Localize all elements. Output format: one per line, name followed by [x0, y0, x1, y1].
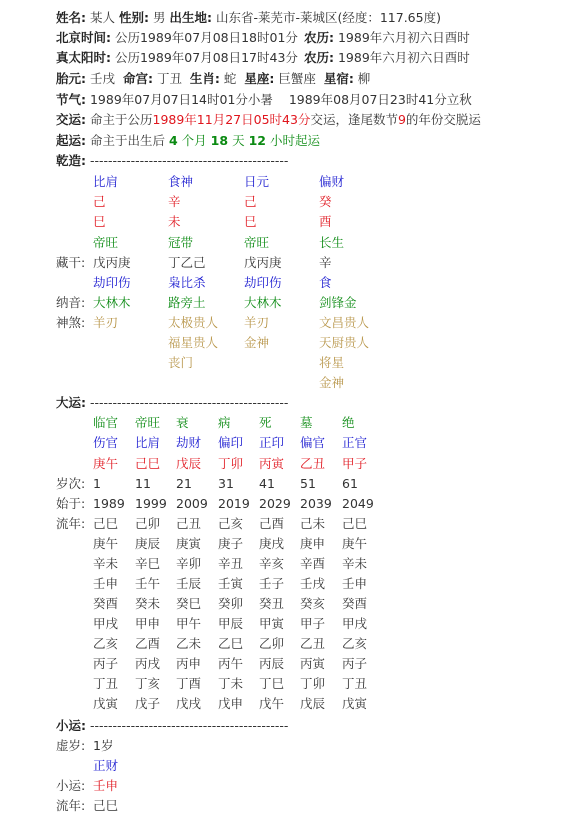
- pillar-gan: 己: [93, 194, 106, 209]
- liunian-cell: 甲戌: [93, 616, 119, 631]
- solar-value: 公历1989年07月08日17时43分: [114, 50, 298, 65]
- liunian-cell: 庚申: [300, 536, 326, 551]
- dayun-shishen: 正印: [259, 435, 285, 450]
- dayun-shishen: 伤官: [93, 435, 119, 450]
- xingxiu-value: 柳: [357, 71, 371, 86]
- liunian-cell: 壬辰: [176, 576, 202, 591]
- pillar-nayin: 路旁土: [168, 295, 206, 310]
- liunian-cell: 丁巳: [259, 676, 285, 691]
- xingzuo-label: 星座:: [244, 71, 275, 86]
- liunian-cell: 己丑: [176, 516, 202, 531]
- liunian-cell: 庚寅: [176, 536, 202, 551]
- liunian-cell: 庚辰: [135, 536, 161, 551]
- lunar-value-2: 1989年六月初六日酉时: [337, 50, 470, 65]
- pillar-zhi: 巳: [93, 214, 106, 229]
- liunian-cell: 丁丑: [93, 676, 119, 691]
- qiyun-day: 18: [210, 133, 229, 148]
- dayun-ganzhi: 戊辰: [176, 456, 202, 471]
- dayun-ganzhi: 庚午: [93, 456, 119, 471]
- row-name: [56, 8, 441, 28]
- liunian-cell: 戊戌: [176, 696, 202, 711]
- dayun-changsheng: 死: [259, 415, 272, 430]
- lunar-label-1: 农历:: [304, 30, 334, 45]
- liunian-cell: 己巳: [93, 516, 119, 531]
- dayun-ganzhi: 己巳: [135, 456, 161, 471]
- shengxiao-label: 生肖:: [189, 71, 220, 86]
- pillar-changsheng: 帝旺: [244, 235, 270, 250]
- dayun-suici: 1: [93, 476, 101, 491]
- liunian-cell: 癸未: [135, 596, 161, 611]
- liunian-cell: 癸卯: [218, 596, 244, 611]
- name-value: 某人: [89, 10, 115, 25]
- qiyun-label: 起运:: [56, 133, 86, 148]
- pillar-canggan: 戊丙庚: [93, 255, 131, 270]
- qiyun-pre: 命主于出生后: [89, 133, 165, 148]
- qiyun-month-unit: 个月: [181, 133, 207, 148]
- pillar-nayin: 大林木: [93, 295, 131, 310]
- liunian-cell: 甲戌: [342, 616, 368, 631]
- shensha-item: 将星: [319, 355, 345, 370]
- pillar-gan: 辛: [168, 194, 181, 209]
- shiyu-label: 始于:: [56, 496, 86, 511]
- qiyun-month: 4: [168, 133, 178, 148]
- nayin-label: 纳音:: [56, 295, 86, 310]
- liunian-cell: 己酉: [259, 516, 285, 531]
- gender-value: 男: [152, 10, 166, 25]
- xiaoyun-shishen: 正财: [93, 758, 119, 773]
- dayun-changsheng: 绝: [342, 415, 355, 430]
- dayun-shishen: 比肩: [135, 435, 161, 450]
- shensha-item: 天厨贵人: [319, 335, 370, 350]
- xusui-value: 1岁: [93, 738, 114, 753]
- liunian-cell: 戊午: [259, 696, 285, 711]
- liunian-cell: 丁酉: [176, 676, 202, 691]
- dayun-label: 大运:: [56, 395, 86, 410]
- liunian-cell: 辛未: [93, 556, 119, 571]
- liunian-cell: 甲子: [300, 616, 326, 631]
- liunian-cell: 丙戌: [135, 656, 161, 671]
- liunian-cell: 乙丑: [300, 636, 326, 651]
- dayun-changsheng: 临官: [93, 415, 119, 430]
- liunian-cell: 乙亥: [93, 636, 119, 651]
- liunian-cell: 辛亥: [259, 556, 285, 571]
- jiaoyun-post: 的年份交脱运: [405, 112, 481, 127]
- liunian-cell: 壬午: [135, 576, 161, 591]
- liunian-cell: 戊寅: [93, 696, 119, 711]
- dayun-shiyu: 2029: [259, 496, 291, 511]
- liunian-label: 流年:: [56, 516, 86, 531]
- liunian-cell: 乙巳: [218, 636, 244, 651]
- pillar-zhi: 巳: [244, 214, 257, 229]
- dayun-shishen: 劫财: [176, 435, 202, 450]
- shensha-label: 神煞:: [56, 315, 86, 330]
- liunian-cell: 癸丑: [259, 596, 285, 611]
- liunian-cell: 己巳: [342, 516, 368, 531]
- dayun-ganzhi: 丁卯: [218, 456, 244, 471]
- dayun-suici: 21: [176, 476, 192, 491]
- liunian-cell: 乙亥: [342, 636, 368, 651]
- gender-label: 性别:: [118, 10, 149, 25]
- canggan-label: 藏干:: [56, 255, 86, 270]
- qianzao-divider: --------------------------------------------: [89, 153, 289, 168]
- dayun-suici: 61: [342, 476, 358, 491]
- name-label: 姓名:: [56, 10, 86, 25]
- shensha-item: 文昌贵人: [319, 315, 370, 330]
- liunian-cell: 乙卯: [259, 636, 285, 651]
- liunian-cell: 壬戌: [300, 576, 326, 591]
- liunian-cell: 辛卯: [176, 556, 202, 571]
- dayun-changsheng: 病: [218, 415, 231, 430]
- liunian-cell: 戊申: [218, 696, 244, 711]
- xusui-label: 虚岁:: [56, 738, 86, 753]
- row-taiyuan: [56, 69, 370, 89]
- liunian-cell: 甲辰: [218, 616, 244, 631]
- dayun-suici: 31: [218, 476, 234, 491]
- liunian-cell: 丙寅: [300, 656, 326, 671]
- xingxiu-label: 星宿:: [323, 71, 354, 86]
- liunian-cell: 甲寅: [259, 616, 285, 631]
- liunian-cell: 庚午: [342, 536, 368, 551]
- liunian-cell: 丙辰: [259, 656, 285, 671]
- beijing-label: 北京时间:: [56, 30, 111, 45]
- liunian-cell: 丙子: [93, 656, 119, 671]
- pillar-zhi: 未: [168, 214, 181, 229]
- liunian-cell: 己亥: [218, 516, 244, 531]
- liunian-cell: 庚午: [93, 536, 119, 551]
- liunian-cell: 甲申: [135, 616, 161, 631]
- dayun-shishen: 偏官: [300, 435, 326, 450]
- liunian-cell: 乙未: [176, 636, 202, 651]
- liunian-cell: 丁丑: [342, 676, 368, 691]
- jiaoyun-date: 1989年11月27日05时43分: [152, 112, 311, 127]
- qiyun-day-unit: 天: [232, 133, 245, 148]
- dayun-shiyu: 2009: [176, 496, 208, 511]
- dayun-suici: 51: [300, 476, 316, 491]
- dayun-shiyu: 1999: [135, 496, 167, 511]
- liunian-cell: 丁卯: [300, 676, 326, 691]
- pillar-shishen: 偏财: [319, 174, 345, 189]
- xiaoyun-liunian-label: 流年:: [56, 798, 86, 813]
- birthplace-label: 出生地:: [169, 10, 212, 25]
- pillar-nayin: 大林木: [244, 295, 282, 310]
- birthplace-value: 山东省-莱芜市-莱城区(经度：117.65度): [215, 10, 441, 25]
- liunian-cell: 戊子: [135, 696, 161, 711]
- shengxiao-value: 蛇: [223, 71, 237, 86]
- pillar-gan: 己: [244, 194, 257, 209]
- solar-label: 真太阳时:: [56, 50, 111, 65]
- liunian-cell: 癸酉: [342, 596, 368, 611]
- liunian-cell: 辛丑: [218, 556, 244, 571]
- dayun-shiyu: 2019: [218, 496, 250, 511]
- minggong-value: 丁丑: [156, 71, 182, 86]
- liunian-cell: 癸亥: [300, 596, 326, 611]
- pillar-canggan: 丁乙己: [168, 255, 206, 270]
- liunian-cell: 壬申: [342, 576, 368, 591]
- lunar-value-1: 1989年六月初六日酉时: [337, 30, 470, 45]
- liunian-cell: 丙申: [176, 656, 202, 671]
- qianzao-header: [56, 151, 288, 171]
- suici-label: 岁次:: [56, 476, 86, 491]
- pillar-canggan-shen: 食: [319, 275, 332, 290]
- dayun-changsheng: 墓: [300, 415, 313, 430]
- dayun-ganzhi: 乙丑: [300, 456, 326, 471]
- pillar-changsheng: 帝旺: [93, 235, 119, 250]
- dayun-shishen: 偏印: [218, 435, 244, 450]
- jiaoyun-label: 交运:: [56, 112, 86, 127]
- pillar-shishen: 比肩: [93, 174, 119, 189]
- liunian-cell: 丙子: [342, 656, 368, 671]
- jieqi-label: 节气:: [56, 92, 86, 107]
- pillar-changsheng: 冠带: [168, 235, 194, 250]
- liunian-cell: 戊寅: [342, 696, 368, 711]
- xingzuo-value: 巨蟹座: [278, 71, 316, 86]
- beijing-value: 公历1989年07月08日18时01分: [114, 30, 298, 45]
- shensha-item: 丧门: [168, 355, 194, 370]
- dayun-changsheng: 帝旺: [135, 415, 161, 430]
- pillar-canggan: 戊丙庚: [244, 255, 282, 270]
- liunian-cell: 壬子: [259, 576, 285, 591]
- jieqi-value: 1989年07月07日14时01分小暑 1989年08月07日23时41分立秋: [89, 92, 472, 107]
- pillar-canggan-shen: 枭比杀: [168, 275, 206, 290]
- pillar-canggan: 辛: [319, 255, 332, 270]
- row-qiyun: [56, 131, 320, 151]
- xiaoyun-ganzhi: 壬申: [93, 778, 119, 793]
- taiyuan-value: 壬戌: [89, 71, 115, 86]
- jiaoyun-pre: 命主于公历: [89, 112, 153, 127]
- shensha-item: 福星贵人: [168, 335, 219, 350]
- liunian-cell: 癸酉: [93, 596, 119, 611]
- pillar-gan: 癸: [319, 194, 332, 209]
- minggong-label: 命宫:: [122, 71, 153, 86]
- liunian-cell: 戊辰: [300, 696, 326, 711]
- qiyun-hour: 12: [248, 133, 266, 148]
- dayun-ganzhi: 丙寅: [259, 456, 285, 471]
- liunian-cell: 壬申: [93, 576, 119, 591]
- dayun-ganzhi: 甲子: [342, 456, 368, 471]
- xiaoyun-liunian: 己巳: [93, 798, 119, 813]
- shensha-item: 羊刃: [244, 315, 270, 330]
- pillar-shishen: 日元: [244, 174, 270, 189]
- row-beijing: [56, 28, 470, 48]
- jiaoyun-mid: 交运，逢尾数节: [310, 112, 398, 127]
- dayun-changsheng: 衰: [176, 415, 189, 430]
- liunian-cell: 辛未: [342, 556, 368, 571]
- liunian-cell: 丁亥: [135, 676, 161, 691]
- shensha-item: 金神: [319, 375, 345, 390]
- liunian-cell: 辛酉: [300, 556, 326, 571]
- jiaoyun-num: 9: [397, 112, 406, 127]
- qiyun-hour-unit: 小时起运: [269, 133, 320, 148]
- liunian-cell: 辛巳: [135, 556, 161, 571]
- liunian-cell: 己未: [300, 516, 326, 531]
- row-jieqi: [56, 90, 472, 110]
- dayun-divider: --------------------------------------------: [89, 395, 289, 410]
- liunian-cell: 癸巳: [176, 596, 202, 611]
- pillar-canggan-shen: 劫印伤: [93, 275, 131, 290]
- dayun-header: [56, 393, 288, 413]
- pillar-zhi: 酉: [319, 214, 332, 229]
- pillar-nayin: 剑锋金: [319, 295, 357, 310]
- xiaoyun-divider: --------------------------------------------: [89, 718, 289, 733]
- pillar-canggan-shen: 劫印伤: [244, 275, 282, 290]
- liunian-cell: 丙午: [218, 656, 244, 671]
- liunian-cell: 庚子: [218, 536, 244, 551]
- liunian-cell: 甲午: [176, 616, 202, 631]
- pillar-shishen: 食神: [168, 174, 194, 189]
- liunian-cell: 己卯: [135, 516, 161, 531]
- liunian-cell: 乙酉: [135, 636, 161, 651]
- dayun-shishen: 正官: [342, 435, 368, 450]
- xiaoyun-header: [56, 716, 288, 736]
- xiaoyun-label: 小运:: [56, 718, 86, 733]
- liunian-cell: 庚戌: [259, 536, 285, 551]
- shensha-item: 太极贵人: [168, 315, 219, 330]
- liunian-cell: 壬寅: [218, 576, 244, 591]
- qianzao-label: 乾造:: [56, 153, 86, 168]
- pillar-changsheng: 长生: [319, 235, 345, 250]
- shensha-item: 羊刃: [93, 315, 119, 330]
- dayun-shiyu: 2049: [342, 496, 374, 511]
- dayun-suici: 41: [259, 476, 275, 491]
- dayun-suici: 11: [135, 476, 151, 491]
- row-solar: [56, 48, 470, 68]
- dayun-shiyu: 1989: [93, 496, 125, 511]
- liunian-cell: 丁未: [218, 676, 244, 691]
- xiaoyun-row-label: 小运:: [56, 778, 86, 793]
- dayun-shiyu: 2039: [300, 496, 332, 511]
- lunar-label-2: 农历:: [304, 50, 334, 65]
- taiyuan-label: 胎元:: [56, 71, 86, 86]
- shensha-item: 金神: [244, 335, 270, 350]
- row-jiaoyun: [56, 110, 481, 130]
